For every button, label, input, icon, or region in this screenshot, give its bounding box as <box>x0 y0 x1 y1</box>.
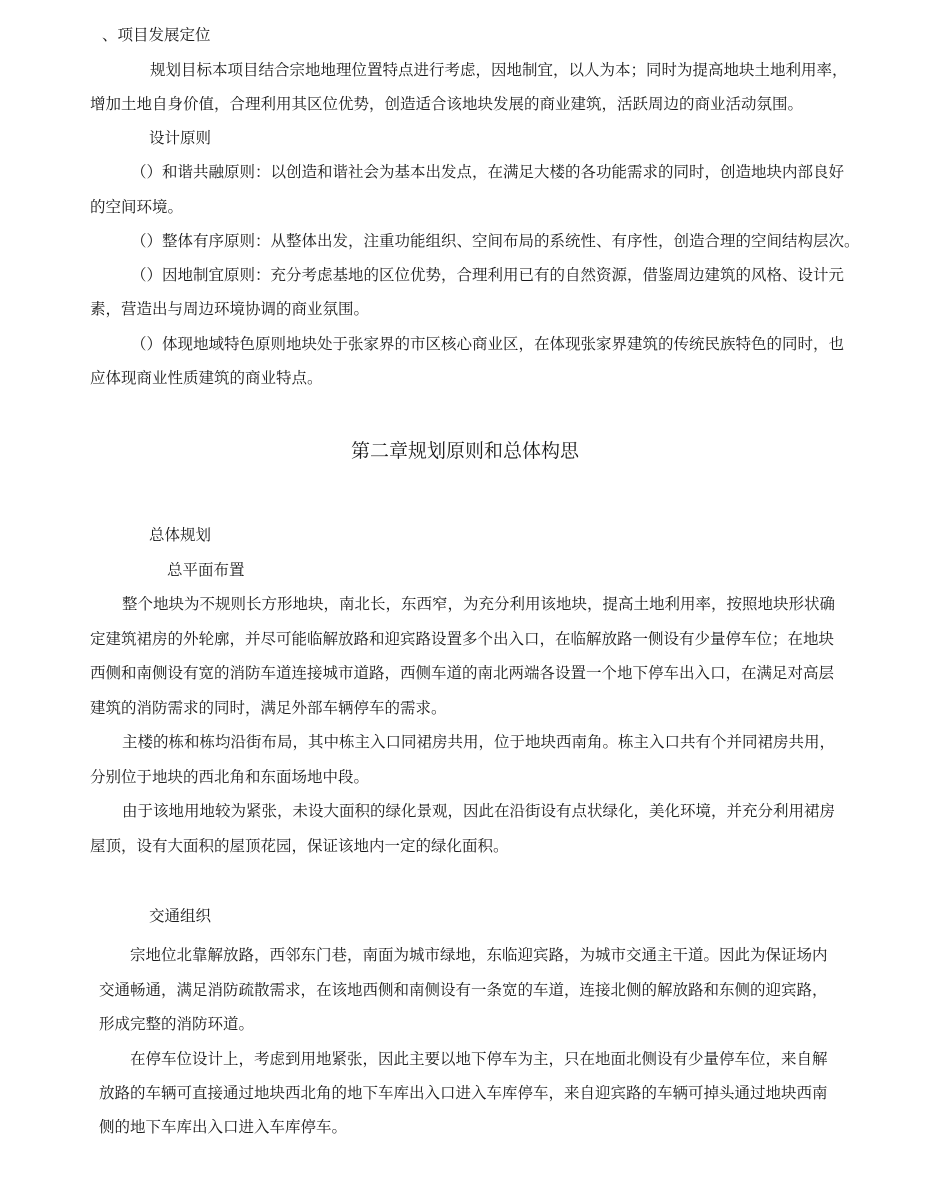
paragraph-line: 建筑的消防需求的同时，满足外部车辆停车的需求。 <box>90 699 447 717</box>
section-heading-design-principles: 设计原则 <box>149 129 212 147</box>
paragraph-line: 分别位于地块的西北角和东面场地中段。 <box>90 768 370 786</box>
paragraph-line: 素，营造出与周边环境协调的商业氛围。 <box>90 300 370 318</box>
paragraph-line: 侧的地下车库出入口进入车库停车。 <box>99 1118 348 1136</box>
paragraph-line: 在停车位设计上，考虑到用地紧张，因此主要以地下停车为主，只在地面北侧设有少量停车位，来自解 <box>130 1050 828 1068</box>
paragraph-line: 屋顶，设有大面积的屋顶花园，保证该地内一定的绿化面积。 <box>90 837 509 855</box>
paragraph-line: 定建筑裙房的外轮廓，并尽可能临解放路和迎宾路设置多个出入口，在临解放路一侧设有少量停车位；在地块 <box>90 630 835 648</box>
paragraph-line: 的空间环境。 <box>90 198 184 216</box>
paragraph-line: 西侧和南侧设有宽的消防车道连接城市道路，西侧车道的南北两端各设置一个地下停车出入口，在满足对高层 <box>90 664 835 682</box>
subsection-heading-site-layout: 总平面布置 <box>167 561 245 579</box>
section-heading-overall-planning: 总体规划 <box>149 526 212 544</box>
paragraph-line: 由于该地用地较为紧张，未设大面积的绿化景观，因此在沿街设有点状绿化，美化环境，并充分利用裙房 <box>122 802 836 820</box>
paragraph-line: 增加土地自身价值，合理利用其区位优势，创造适合该地块发展的商业建筑，活跃周边的商业活动氛围。 <box>90 95 804 113</box>
paragraph-line: （）整体有序原则：从整体出发，注重功能组织、空间布局的系统性、有序性，创造合理的空间结构层次。 <box>131 232 860 250</box>
paragraph-line: 整个地块为不规则长方形地块，南北长，东西窄，为充分利用该地块，提高土地利用率，按照地块形状确 <box>122 595 836 613</box>
paragraph-line: 放路的车辆可直接通过地块西北角的地下车库出入口进入车库停车，来自迎宾路的车辆可掉头通过地块西南 <box>99 1084 828 1102</box>
paragraph-line: 宗地位北靠解放路，西邻东门巷，南面为城市绿地，东临迎宾路，为城市交通主干道。因此为保证场内 <box>130 946 828 964</box>
paragraph-line: 规划目标本项目结合宗地地理位置特点进行考虑，因地制宜，以人为本；同时为提高地块土地利用率， <box>150 61 848 79</box>
chapter-title: 第二章规划原则和总体构思 <box>351 440 580 462</box>
paragraph-line: 应体现商业性质建筑的商业特点。 <box>90 369 323 387</box>
paragraph-line: 形成完整的消防环道。 <box>99 1015 255 1033</box>
paragraph-line: （）体现地域特色原则地块处于张家界的市区核心商业区，在体现张家界建筑的传统民族特色的同时，也 <box>131 335 845 353</box>
paragraph-line: 交通畅通，满足消防疏散需求，在该地西侧和南侧设有一条宽的车道，连接北侧的解放路和东侧的迎宾路， <box>99 981 828 999</box>
paragraph-line: （）和谐共融原则：以创造和谐社会为基本出发点，在满足大楼的各功能需求的同时，创造地块内部良好 <box>131 163 845 181</box>
paragraph-line: 主楼的栋和栋均沿街布局，其中栋主入口同裙房共用，位于地块西南角。栋主入口共有个并同裙房共用， <box>122 733 836 751</box>
paragraph-line: （）因地制宜原则：充分考虑基地的区位优势，合理利用已有的自然资源，借鉴周边建筑的风格、设计元 <box>131 266 845 284</box>
section-heading-traffic-organization: 交通组织 <box>149 907 212 925</box>
section-heading-project-positioning: 、项目发展定位 <box>102 26 211 44</box>
